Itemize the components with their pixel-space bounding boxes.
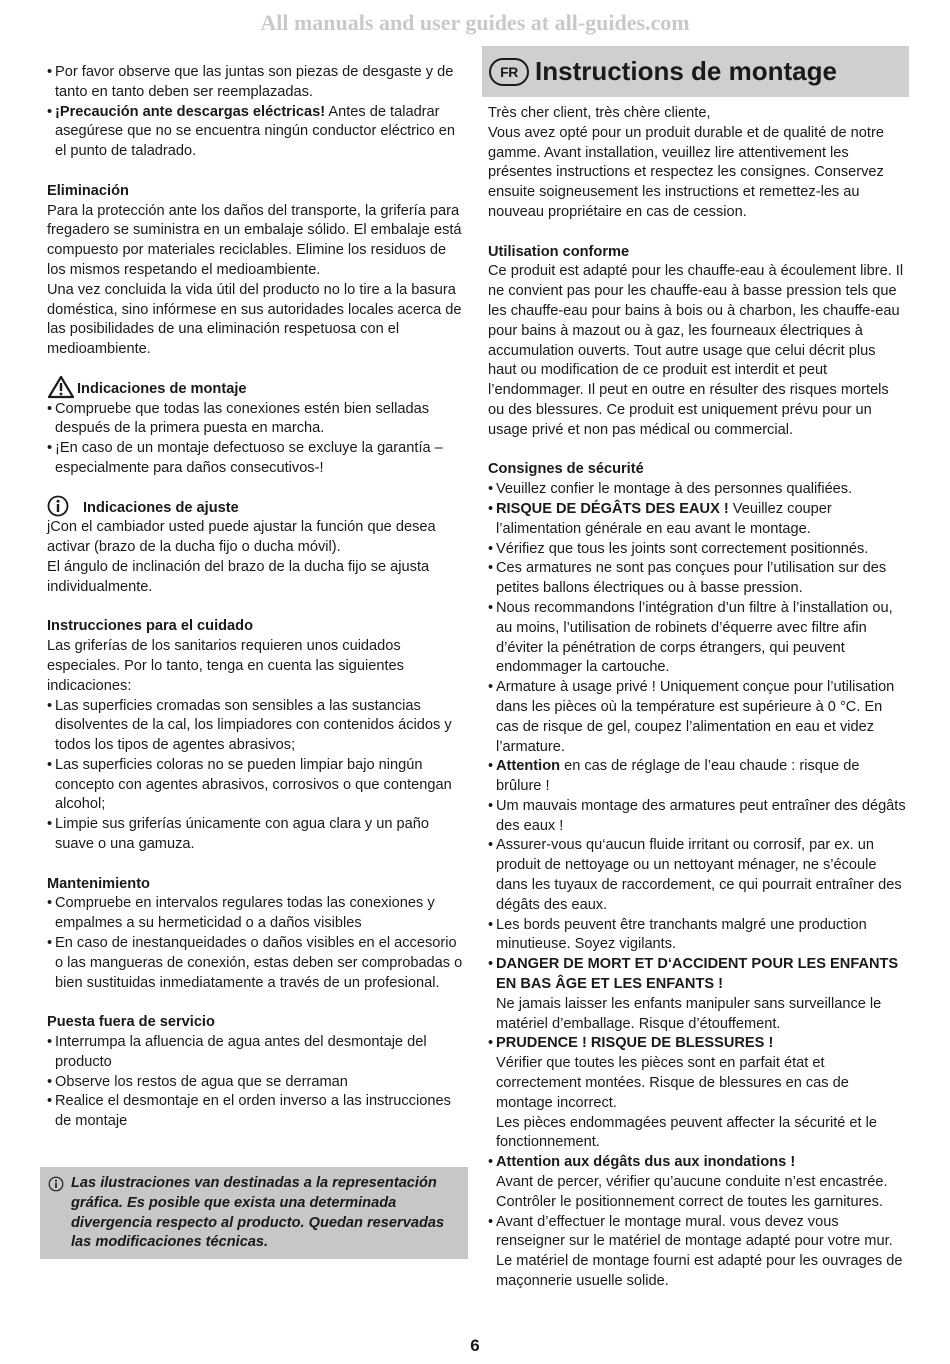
list-item: • Compruebe en intervalos regulares todas las conexiones y empalmes a su hermeticidad o a daños visibles [47,894,465,934]
page-title: Instructions de montage [535,56,837,86]
paragraph: Vous avez opté pour un produit durable et de qualité de notre gamme. Avant installation, veuillez lire attentivement les présentes instructions et respectez les consignes. Conservez ensuite soigneusement les instructions et remettez-les au nouveau propriétaire en cas de cession. [488,124,884,220]
list-item-text: Avant d’effectuer le montage mural. vous devez vous renseigner sur le matériel de montage adapté pour votre mur. Le matériel de montage fourni est adapté pour les ouvrages de maçonnerie usuelle solide. [496,1213,903,1290]
note-text: Las ilustraciones van destinadas a la representación gráfica. Es posible que exista una determinada divergencia respecto al producto. Quedan reservadas las modificaciones técnicas. [71,1175,445,1251]
paragraph: El ángulo de inclinación del brazo de la ducha fijo se ajusta individualmente. [47,558,430,595]
language-badge: FR [489,58,529,86]
section-title: Puesta fuera de servicio [47,1014,215,1031]
montaje-list [47,400,465,479]
list-item-text: Vérifier que toutes les pièces sont en parfait état et correctement montées. Risque de blessures en cas de montage incorrect. [496,1055,849,1111]
list-item-text: en cas de réglage de l’eau chaude : risque de brûlure ! [496,758,860,795]
list-item [488,599,906,678]
section-utilisation [488,243,906,441]
section-title: Instrucciones para el cuidado [47,618,253,635]
list-item [488,797,906,837]
list-item [488,1153,906,1212]
watermark: All manuals and user guides at all-guides.com [260,10,690,35]
intro-list [47,63,465,162]
list-item-bold: Attention [496,758,561,775]
list-item-text: Avant de percer, vérifier qu’aucune conduite n’est encastrée. Contrôler le positionnement correct de toutes les garnitures. [496,1174,888,1210]
section-puesta [47,1013,465,1132]
list-item: • Observe los restos de agua que se derraman [47,1073,465,1093]
section-header [482,46,909,97]
list-item-bold: DANGER DE MORT ET D‘ACCIDENT POUR LES ENFANTS EN BAS ÂGE ET LES ENFANTS ! [496,956,899,993]
section-ajuste [47,499,465,598]
list-item [488,678,906,757]
list-item [488,955,906,1034]
section-title: Indicaciones de montaje [77,380,247,397]
paragraph: jCon el cambiador usted puede ajustar la función que desea activar (brazo de la ducha fijo o ducha móvil). [47,519,436,556]
list-item [488,916,906,956]
list-item-text: Armature à usage privé ! Uniquement conçue pour l’utilisation dans les pièces où la température est supérieure à 0 °C. En cas de risque de gel, coupez l’alimentation en eau et videz l’armature. [496,679,895,755]
paragraph: Las griferías de los sanitarios requieren unos cuidados especiales. Por lo tanto, tenga en cuenta las siguientes indicaciones: [47,638,404,694]
right-column [488,104,906,1292]
list-item-text: Les bords peuvent être tranchants malgré une production minutieuse. Soyez vigilants. [496,916,867,953]
list-item [47,63,465,103]
list-item-bold: Attention aux dégâts dus aux inondations ! [496,1154,796,1171]
mantenimiento-list [47,894,465,993]
list-item-bold: RISQUE DE DÉGÂTS DES EAUX ! [496,500,729,517]
paragraph: Ce produit est adapté pour les chauffe-eau à écoulement libre. Il ne convient pas pour les chauffe-eau à basse pression tels que les chauffe-eau pour bains à bois ou à charbon, les chauffe-eau pour bains à mazout ou à gaz, les fourneaux électriques à accumulation ouverts. Tout autre usage que celui décrit plus haut ou modification de ce produit est interdit et peut l’endommager. Il peut en outre en résulter des risques mortels ou des blessures. Ce produit est uniquement prévu pour un usage privé et non pas médical ou commercial. [488,263,904,438]
section-title: Utilisation conforme [488,243,630,260]
list-item [488,836,906,915]
left-column [47,63,465,1132]
section-cuidado [47,617,465,855]
list-item [488,1034,906,1153]
greeting: Très cher client, très chère cliente, [488,105,711,121]
list-item: • En caso de inestanqueidades o daños visibles en el accesorio o las mangueras de conexión, estas deben ser comprobadas o bien sustituidas inmediatamente a través de un profesional. [47,934,465,993]
list-item: • Las superficies coloras no se pueden limpiar bajo ningún concepto con agentes abrasivos, corrosivos o que contengan alcohol; [47,756,465,815]
section-heading [47,499,465,519]
puesta-list [47,1033,465,1132]
section-montaje [47,380,465,479]
list-item: • Interrumpa la afluencia de agua antes del desmontaje del producto [47,1033,465,1073]
section-title: Indicaciones de ajuste [83,499,239,516]
page-number: 6 [470,1336,480,1355]
note-box [40,1167,468,1259]
list-item-text: Antes de taladrar asegúrese que no se encuentra ningún conductor eléctrico en el punto de taladrado. [55,103,455,160]
section-securite [488,460,906,1291]
section-eliminacion [47,182,465,360]
list-item-text: Um mauvais montage des armatures peut entraîner des dégâts des eaux ! [496,797,906,834]
paragraph: Una vez concluida la vida útil del producto no lo tire a la basura doméstica, sino infórmese en sus autoridades locales acerca de las posibilidades de una eliminación respetuosa con el medioambiente. [47,281,462,358]
list-item-bold: ¡Precaución ante descargas eléctricas! [55,103,326,120]
list-item-bold: PRUDENCE ! RISQUE DE BLESSURES ! [496,1035,774,1052]
list-item: • Realice el desmontaje en el orden inverso a las instrucciones de montaje [47,1092,465,1132]
list-item: • Las superficies cromadas son sensibles a las sustancias disolventes de la cal, los limpiadores con contenidos ácidos y todos los tipos de agentes abrasivos; [47,697,465,756]
list-item-text: Ne jamais laisser les enfants manipuler sans surveillance le matériel d’emballage. Risque d’étouffement. [496,995,882,1032]
list-item [488,559,906,599]
list-item-text: Veuillez confier le montage à des personnes qualifiées. [496,481,853,498]
info-icon [47,495,69,517]
section-mantenimiento [47,875,465,994]
cuidado-list [47,697,465,855]
section-title: Mantenimiento [47,875,150,892]
info-icon [48,1176,64,1192]
list-item [488,1213,906,1292]
securite-list [488,480,906,1292]
list-item: • Limpie sus griferías únicamente con agua clara y un paño suave o una gamuza. [47,815,465,855]
list-item [47,103,465,162]
list-item [488,500,906,540]
list-item-text: Por favor observe que las juntas son piezas de desgaste y de tanto en tanto deben ser reemplazadas. [55,64,454,100]
section-heading [47,380,465,400]
list-item-text: Ces armatures ne sont pas conçues pour l’utilisation sur des petites ballons électriques ou à basse pression. [496,560,887,597]
list-item-text: Veuillez couper l’alimentation générale en eau avant le montage. [496,500,832,537]
list-item-text: Les pièces endommagées peuvent affecter la sécurité et le fonctionnement. [496,1114,878,1151]
section-title: Eliminación [47,182,129,199]
list-item [488,757,906,797]
section-title: Consignes de sécurité [488,461,644,478]
list-item: • ¡En caso de un montaje defectuoso se excluye la garantía –especialmente para daños consecutivos-! [47,439,465,479]
warning-icon [47,375,75,399]
list-item: • Compruebe que todas las conexiones estén bien selladas después de la primera puesta en marcha. [47,400,465,440]
list-item-text: Vérifiez que tous les joints sont correctement positionnés. [496,540,869,557]
list-item [488,540,906,560]
list-item [488,480,906,500]
list-item-text: Assurer-vous qu‘aucun fluide irritant ou corrosif, par ex. un produit de nettoyage ou un nettoyant ménager, ne s’écoule dans les tuyaux de raccordement, ce qui pourrait entraîner des dégâts des eaux. [496,837,902,913]
paragraph: Para la protección ante los daños del transporte, la grifería para fregadero se suministra en un embalaje sólido. El embalaje está compuesto por materiales reciclables. Elimine los residuos de los mismos respetando el medioambiente. [47,202,462,278]
list-item-text: Nous recommandons l’intégration d’un filtre à l’installation ou, au moins, l’utilisation de robinets d’équerre avec filtre afin d’éviter la pénétration de corps étrangers, qui peuvent endommager la cartouche. [496,599,893,676]
